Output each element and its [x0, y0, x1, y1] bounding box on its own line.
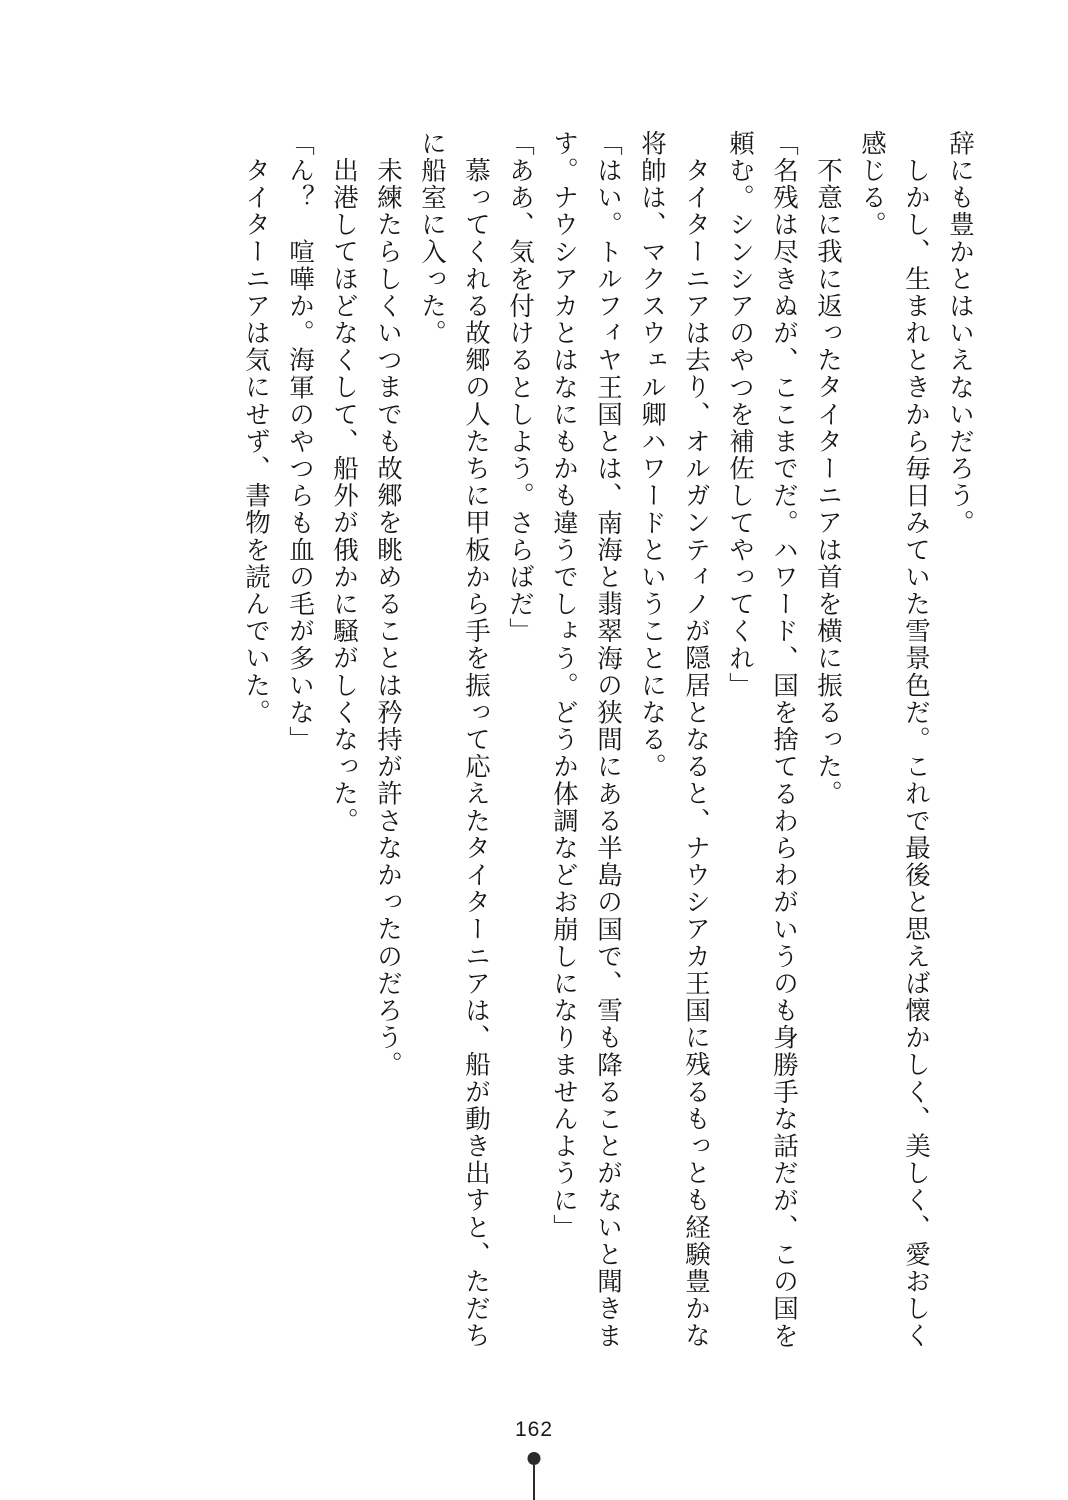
- ornament-dot-icon: [528, 1452, 541, 1465]
- ornament-rule-icon: [533, 1465, 535, 1500]
- page-number: 162: [514, 1418, 554, 1441]
- paragraph: 「ん？ 喧嘩か。海軍のやつらも血の毛が多いな」: [286, 130, 315, 754]
- paragraph: 出港してほどなくして、船外が俄かに騒がしくなった。: [330, 157, 359, 835]
- paragraph: 未練たらしくいつまでも故郷を眺めることは矜持が許さなかったのだろう。: [374, 157, 403, 1079]
- page-footer-ornament: [522, 1452, 546, 1500]
- paragraph: 「ああ、気を付けるとしよう。さらばだ」: [506, 130, 535, 645]
- paragraph: 辞にも豊かとはいえないだろう。: [946, 130, 975, 537]
- paragraph: しかし、生まれときから毎日みていた雪景色だ。これで最後と思えば懐かしく、美しく、愛おしく感じる。: [858, 130, 931, 1350]
- paragraph: 慕ってくれる故郷の人たちに甲板から手を振って応えたタイターニアは、船が動き出すと、ただちに船室に入った。: [418, 130, 491, 1350]
- paragraph: タイターニアは気にせず、書物を読んでいた。: [242, 157, 271, 727]
- paragraph: 「名残は尽きぬが、ここまでだ。ハワード、国を捨てるわらわがいうのも身勝手な話だが、この国を頼む。シンシアのやつを補佐してやってくれ」: [726, 130, 799, 1350]
- body-text-vertical: [162, 130, 982, 1375]
- paragraph: 不意に我に返ったタイターニアは首を横に振るった。: [814, 157, 843, 808]
- paragraph: タイターニアは去り、オルガンティノが隠居となると、ナウシアカ王国に残るもっとも経験豊かな将帥は、マクスウェル卿ハワードということになる。: [638, 130, 711, 1350]
- paragraph: 「はい。トルフィヤ王国とは、南海と翡翠海の狭間にある半島の国で、雪も降ることがないと聞きます。ナウシアカとはなにもかも違うでしょう。どうか体調などお崩しになりませんように」: [550, 130, 623, 1350]
